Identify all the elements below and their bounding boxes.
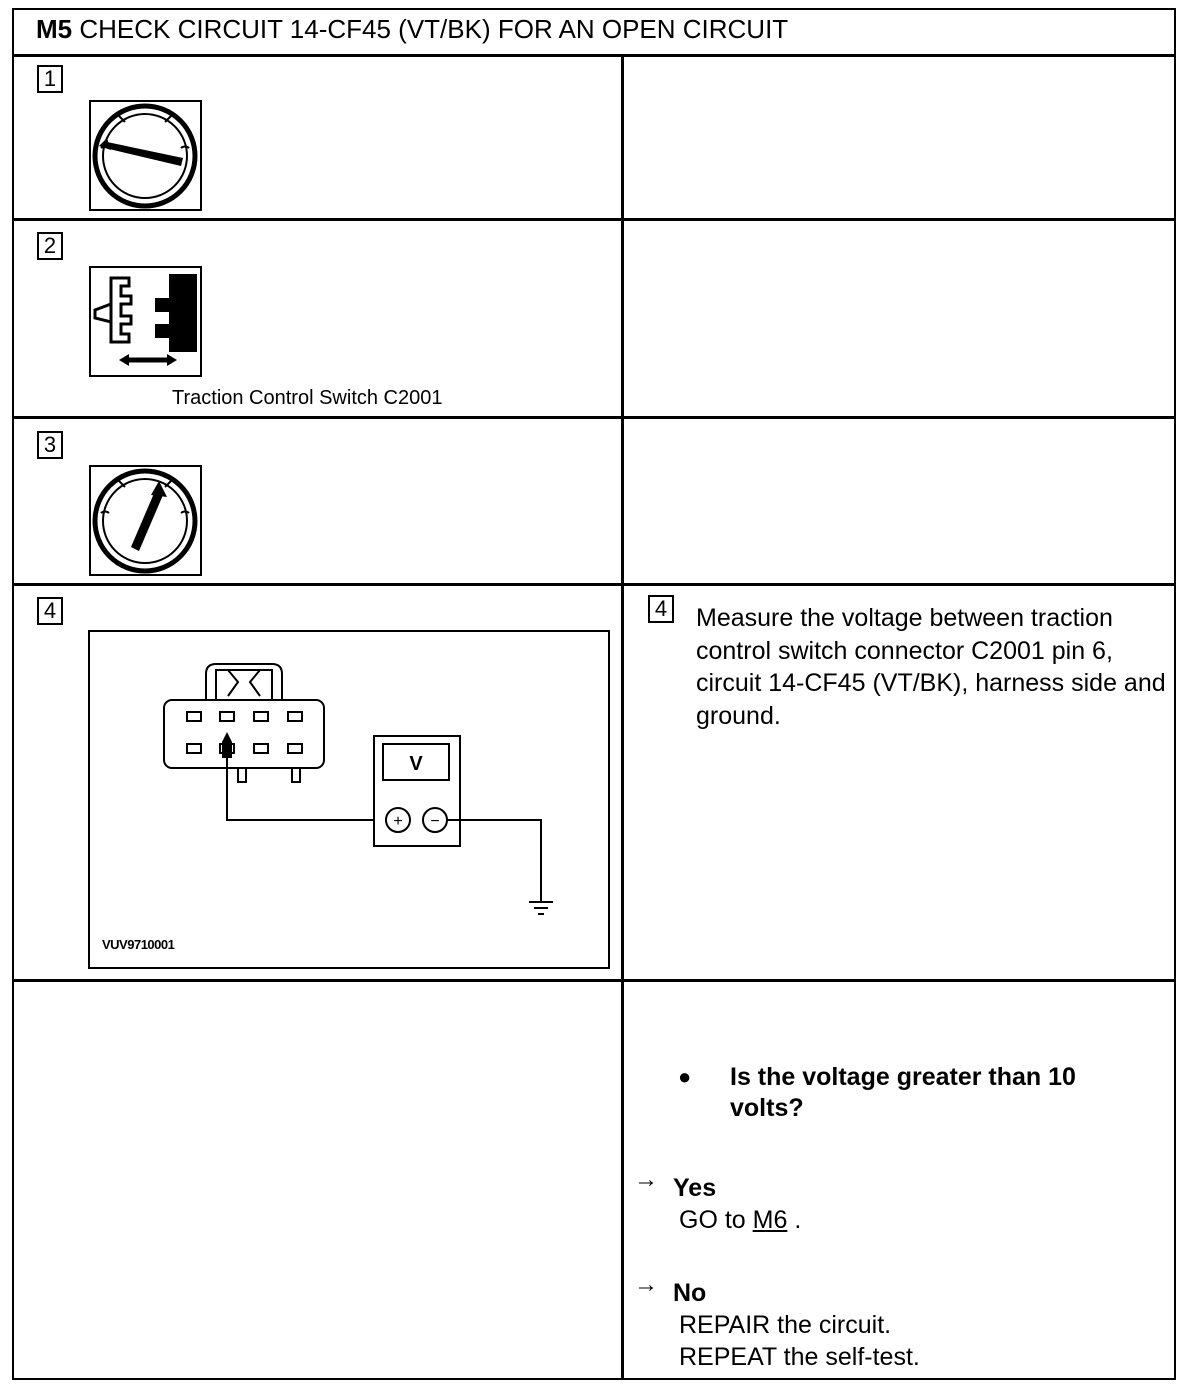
- answer-no-label: No: [673, 1279, 707, 1307]
- row-divider-4: [12, 979, 1176, 982]
- meter-minus-terminal: −: [430, 813, 440, 830]
- go-to-m6-link[interactable]: M6: [752, 1206, 788, 1234]
- page-title: [36, 14, 788, 45]
- bullet-icon: ●: [678, 1064, 692, 1089]
- column-divider: [621, 54, 624, 1380]
- meter-plus-terminal: +: [393, 813, 403, 830]
- step-number-1: 1: [37, 65, 63, 93]
- step-number-2: 2: [37, 232, 63, 260]
- answer-yes-prefix: GO to: [679, 1206, 753, 1234]
- row-divider-2: [12, 416, 1176, 419]
- ignition-switch-on-icon: [89, 465, 202, 576]
- row-divider-1: [12, 218, 1176, 221]
- diagram-id: VUV9710001: [102, 937, 175, 952]
- row-divider-3: [12, 583, 1176, 586]
- answer-yes-label: Yes: [673, 1174, 717, 1202]
- step-number-3: 3: [37, 431, 63, 459]
- answer-yes-text: [679, 1204, 801, 1236]
- step-code: M5: [36, 14, 73, 44]
- step-number-4: 4: [37, 597, 63, 625]
- step-number-4-right: 4: [648, 595, 674, 623]
- answer-no-line-2: REPEAT the self-test.: [679, 1343, 920, 1371]
- answer-yes-suffix: .: [787, 1206, 802, 1234]
- ignition-switch-off-icon: [89, 100, 202, 211]
- step-title: CHECK CIRCUIT 14-CF45 (VT/BK) FOR AN OPEN CIRCUIT: [79, 14, 789, 44]
- step-2-caption: Traction Control Switch C2001: [172, 387, 443, 409]
- arrow-right-icon: →: [634, 1166, 658, 1193]
- meter-label: V: [409, 753, 423, 775]
- arrow-right-icon: →: [634, 1271, 658, 1298]
- step-4-instruction: Measure the voltage between traction control switch connector C2001 pin 6, circuit 14-CF45 (VT/BK), harness side and ground.: [696, 604, 1166, 730]
- voltage-measurement-diagram: [88, 630, 611, 970]
- row-divider-header: [12, 54, 1176, 57]
- question-text: Is the voltage greater than 10 volts?: [730, 1063, 1076, 1122]
- answer-no-line-1: REPAIR the circuit.: [679, 1311, 892, 1339]
- connector-disconnect-icon: [89, 266, 202, 377]
